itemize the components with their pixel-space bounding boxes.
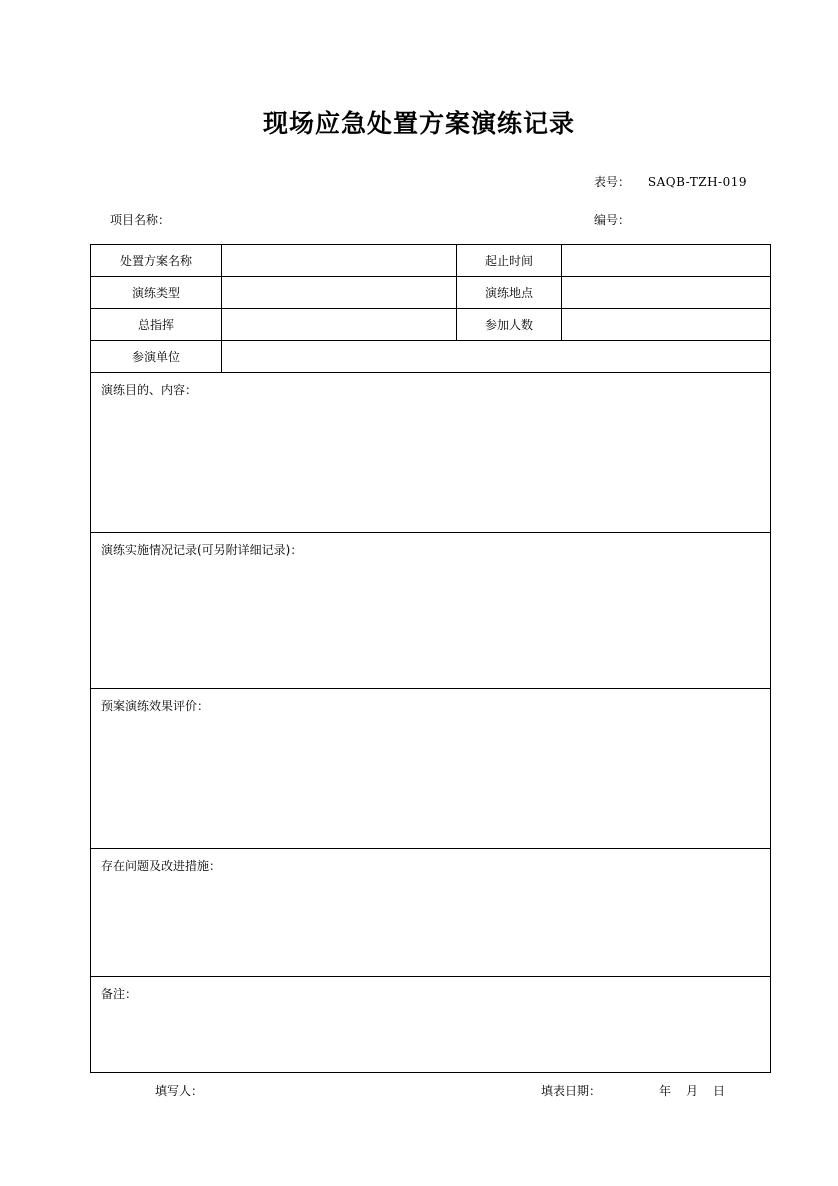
table-row — [91, 341, 771, 373]
participating-units-field[interactable] — [222, 341, 771, 373]
form-number — [594, 173, 747, 190]
effect-evaluation-section[interactable]: 预案演练效果评价： — [91, 689, 771, 849]
remarks-section[interactable]: 备注： — [91, 977, 771, 1073]
commander-field[interactable] — [222, 309, 457, 341]
table-row — [91, 533, 771, 689]
table-row — [91, 245, 771, 277]
date-year-label: 年 — [659, 1084, 672, 1098]
commander-label: 总指挥 — [91, 309, 222, 341]
project-name-label: 项目名称： — [110, 213, 171, 227]
drill-type-field[interactable] — [222, 277, 457, 309]
table-row — [91, 373, 771, 533]
participants-field[interactable] — [562, 309, 771, 341]
table-row — [91, 689, 771, 849]
start-end-time-label: 起止时间 — [457, 245, 562, 277]
purpose-content-section[interactable]: 演练目的、内容： — [91, 373, 771, 533]
participating-units-label: 参演单位 — [91, 341, 222, 373]
drill-location-label: 演练地点 — [457, 277, 562, 309]
problems-improvements-section[interactable]: 存在问题及改进措施： — [91, 849, 771, 977]
table-row — [91, 977, 771, 1073]
form-number-value: SAQB-TZH-019 — [647, 175, 748, 189]
table-row — [91, 849, 771, 977]
fill-date-label: 填表日期： — [541, 1084, 602, 1098]
page-title: 现场应急处置方案演练记录 — [262, 109, 575, 138]
date-day-label: 日 — [713, 1084, 726, 1098]
drill-location-field[interactable] — [562, 277, 771, 309]
participants-label: 参加人数 — [457, 309, 562, 341]
table-row — [91, 309, 771, 341]
date-month-label: 月 — [686, 1084, 699, 1098]
serial-number-label: 编号： — [594, 213, 631, 227]
plan-name-field[interactable] — [222, 245, 457, 277]
drill-type-label: 演练类型 — [91, 277, 222, 309]
start-end-time-field[interactable] — [562, 245, 771, 277]
table-row — [91, 277, 771, 309]
form-number-label: 表号： — [594, 175, 631, 189]
plan-name-label: 处置方案名称 — [91, 245, 222, 277]
filler-label: 填写人： — [155, 1084, 204, 1098]
implementation-record-section[interactable]: 演练实施情况记录(可另附详细记录)： — [91, 533, 771, 689]
drill-record-table — [90, 244, 771, 1073]
